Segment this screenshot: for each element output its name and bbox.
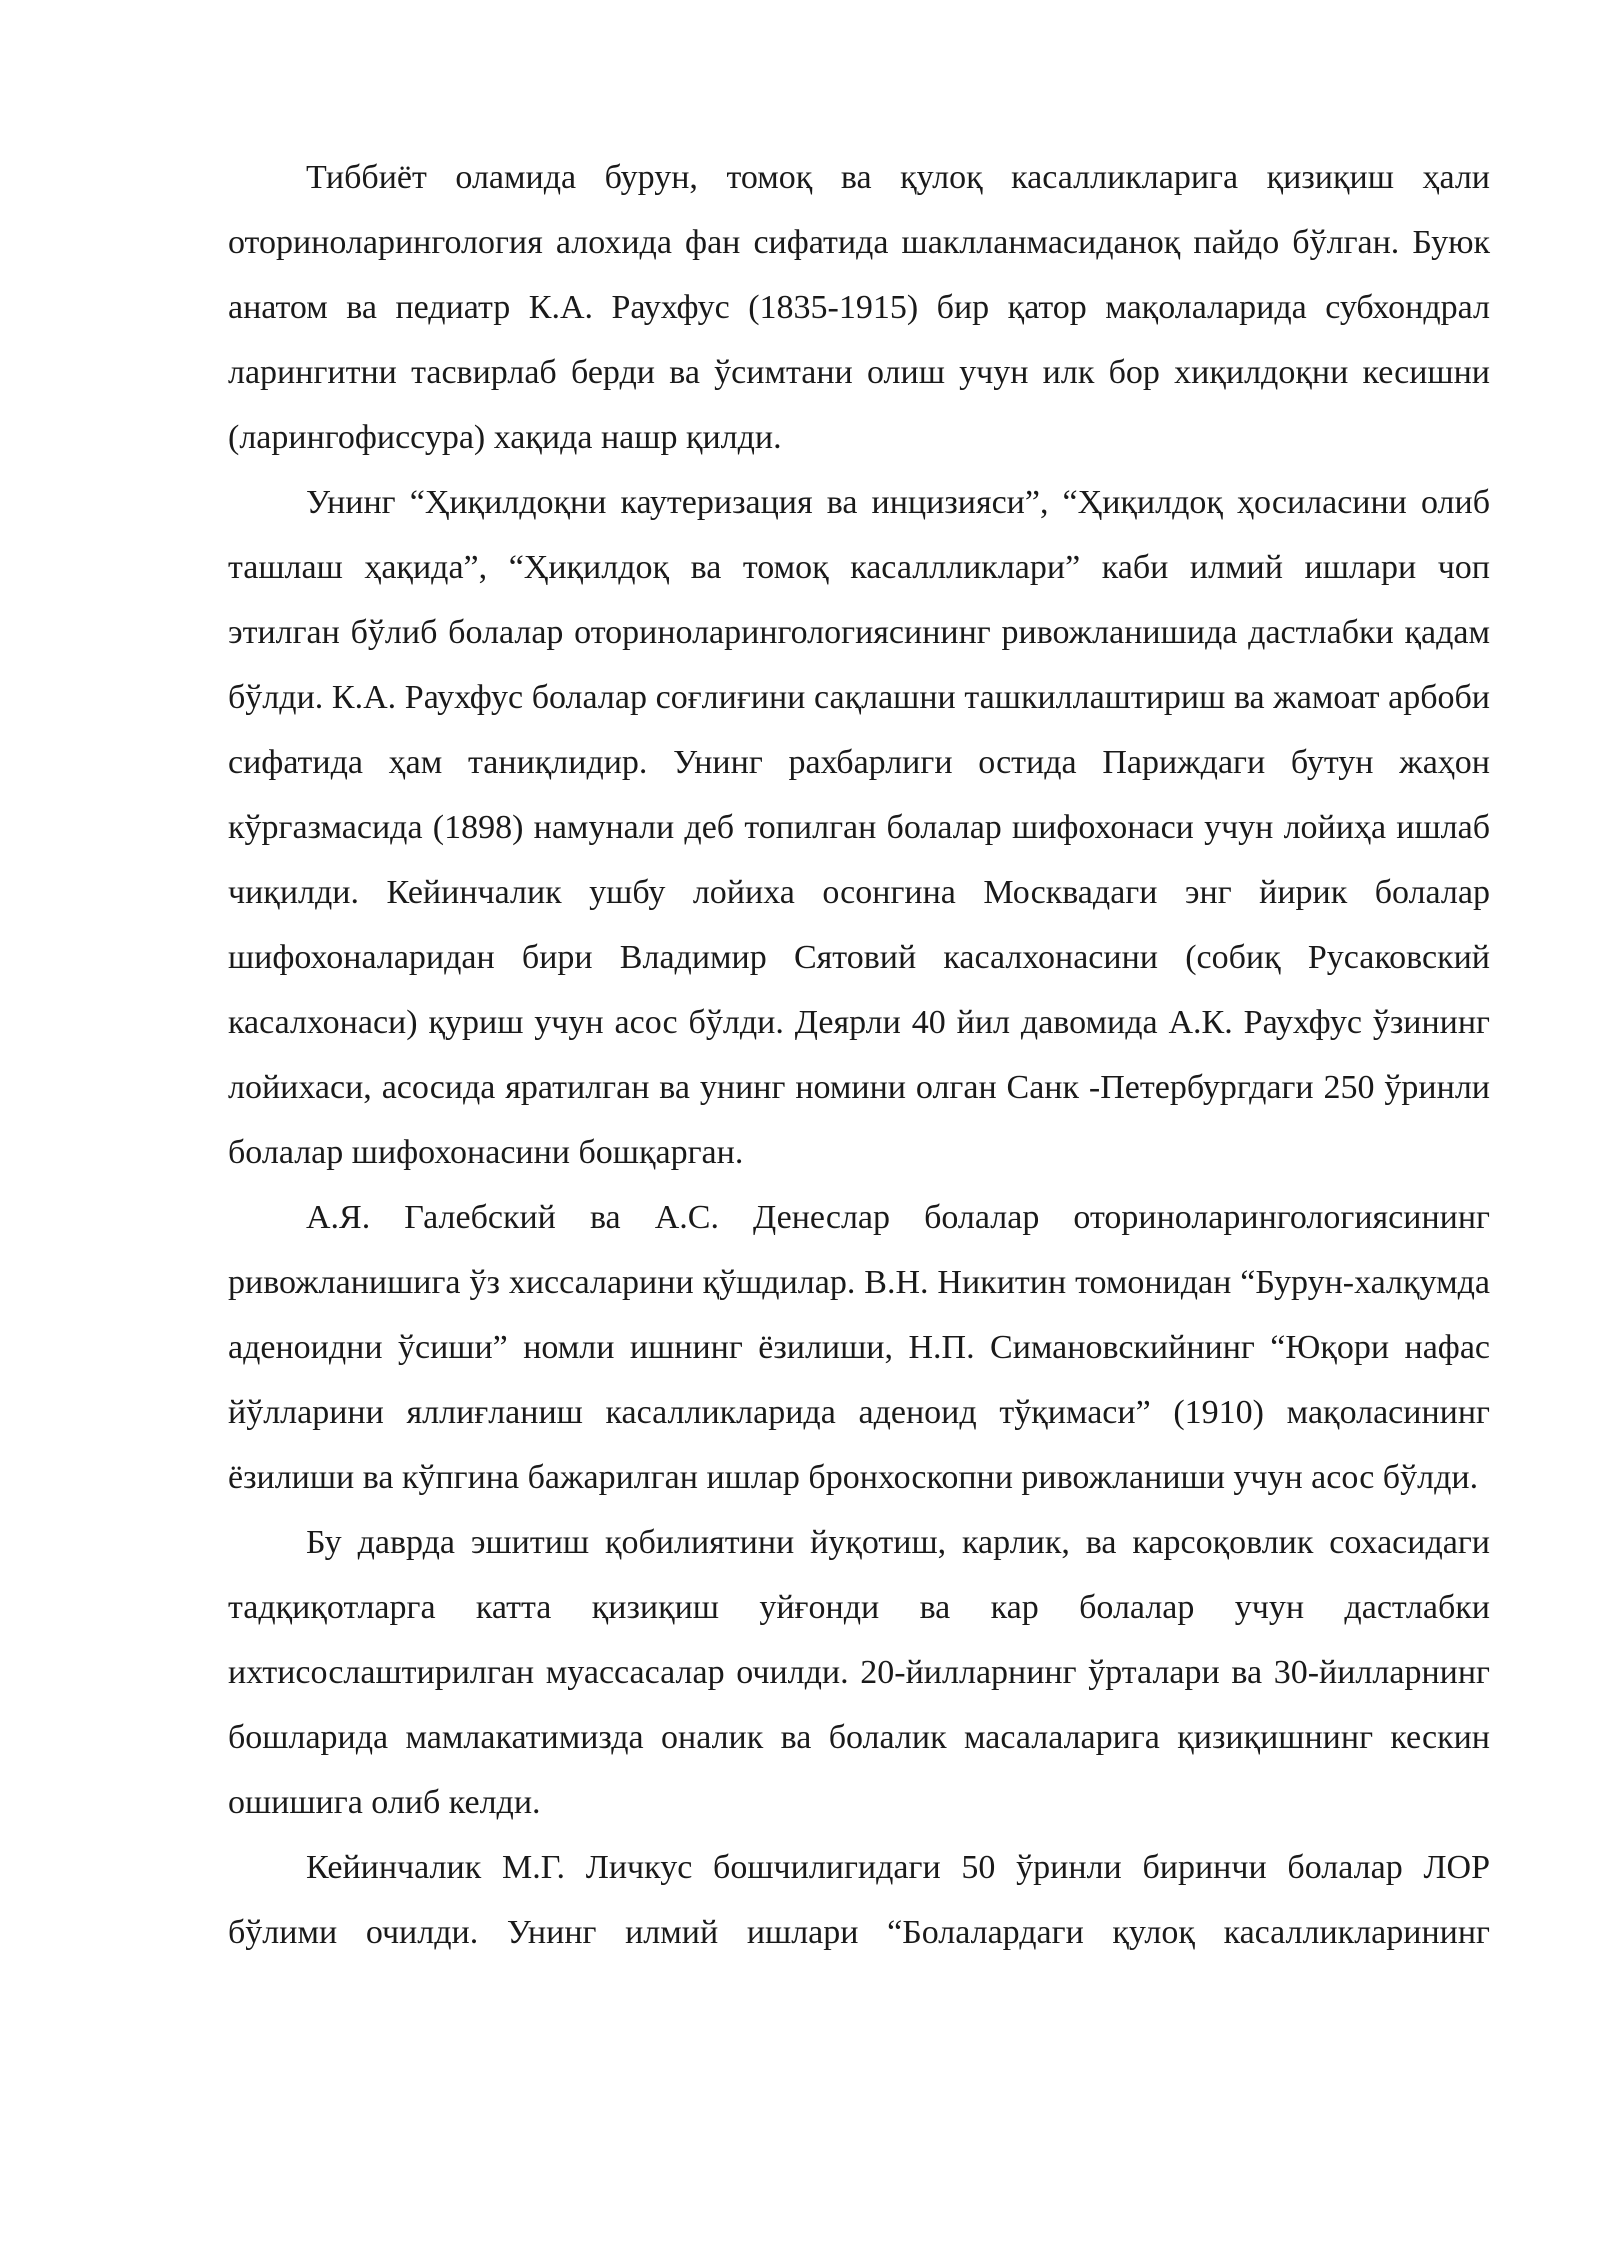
- paragraph-3: А.Я. Галебский ва А.С. Денеслар болалар оториноларингологиясининг ривожланишига ўз хиссаларини қўшдилар. В.Н. Никитин томонидан “Бурун-халқумда аденоидни ўсиши” номли ишнинг ёзилиши, Н.П. Симановскийнинг “Юқори нафас йўлларини яллиғланиш касалликларида аденоид тўқимаси” (1910) мақоласининг ёзилиши ва кўпгина бажарилган ишлар бронхоскопни ривожланиши учун асос бўлди.: [228, 1199, 1490, 1496]
- paragraph-5: Кейинчалик М.Г. Личкус бошчилигидаги 50 ўринли биринчи болалар ЛОР бўлими очилди. Унинг илмий ишлари “Болалардаги қулоқ касалликларининг: [228, 1849, 1490, 1951]
- paragraph-4: Бу даврда эшитиш қобилиятини йуқотиш, карлик, ва карсоқовлик сохасидаги тадқиқотларга катта қизиқиш уйғонди ва кар болалар учун дастлабки ихтисослаштирилган муассасалар очилди. 20-йилларнинг ўрталари ва 30-йилларнинг бошларида мамлакатимизда оналик ва болалик масалаларига қизиқишнинг кескин ошишига олиб келди.: [228, 1524, 1490, 1821]
- paragraph-1: Тиббиёт оламида бурун, томоқ ва қулоқ касалликларига қизиқиш ҳали оториноларингология алохида фан сифатида шаклланмасиданоқ пайдо бўлган. Буюк анатом ва педиатр К.А. Раухфус (1835-1915) бир қатор мақолаларида субхондрал ларингитни тасвирлаб берди ва ўсимтани олиш учун илк бор хиқилдоқни кесишни (ларингофиссура) хақида нашр қилди.: [228, 159, 1490, 456]
- document-page: [228, 145, 1490, 1965]
- paragraph-2: Унинг “Ҳиқилдоқни каутеризация ва инцизияси”, “Ҳиқилдоқ ҳосиласини олиб ташлаш ҳақида”, “Ҳиқилдоқ ва томоқ касаллликлари” каби илмий ишлари чоп этилган бўлиб болалар оториноларингологиясининг ривожланишида дастлабки қадам бўлди. К.А. Раухфус болалар соғлиғини сақлашни ташкиллаштириш ва жамоат арбоби сифатида ҳам таниқлидир. Унинг рахбарлиги остида Париждаги бутун жаҳон кўргазмасида (1898) намунали деб топилган болалар шифохонаси учун лойиҳа ишлаб чиқилди. Кейинчалик ушбу лойиха осонгина Москвадаги энг йирик болалар шифохоналаридан бири Владимир Сятовий касалхонасини (собиқ Русаковский касалхонаси) қуриш учун асос бўлди. Деярли 40 йил давомида А.К. Раухфус ўзининг лойихаси, асосида яратилган ва унинг номини олган Санк -Петербургдаги 250 ўринли болалар шифохонасини бошқарган.: [228, 484, 1490, 1171]
